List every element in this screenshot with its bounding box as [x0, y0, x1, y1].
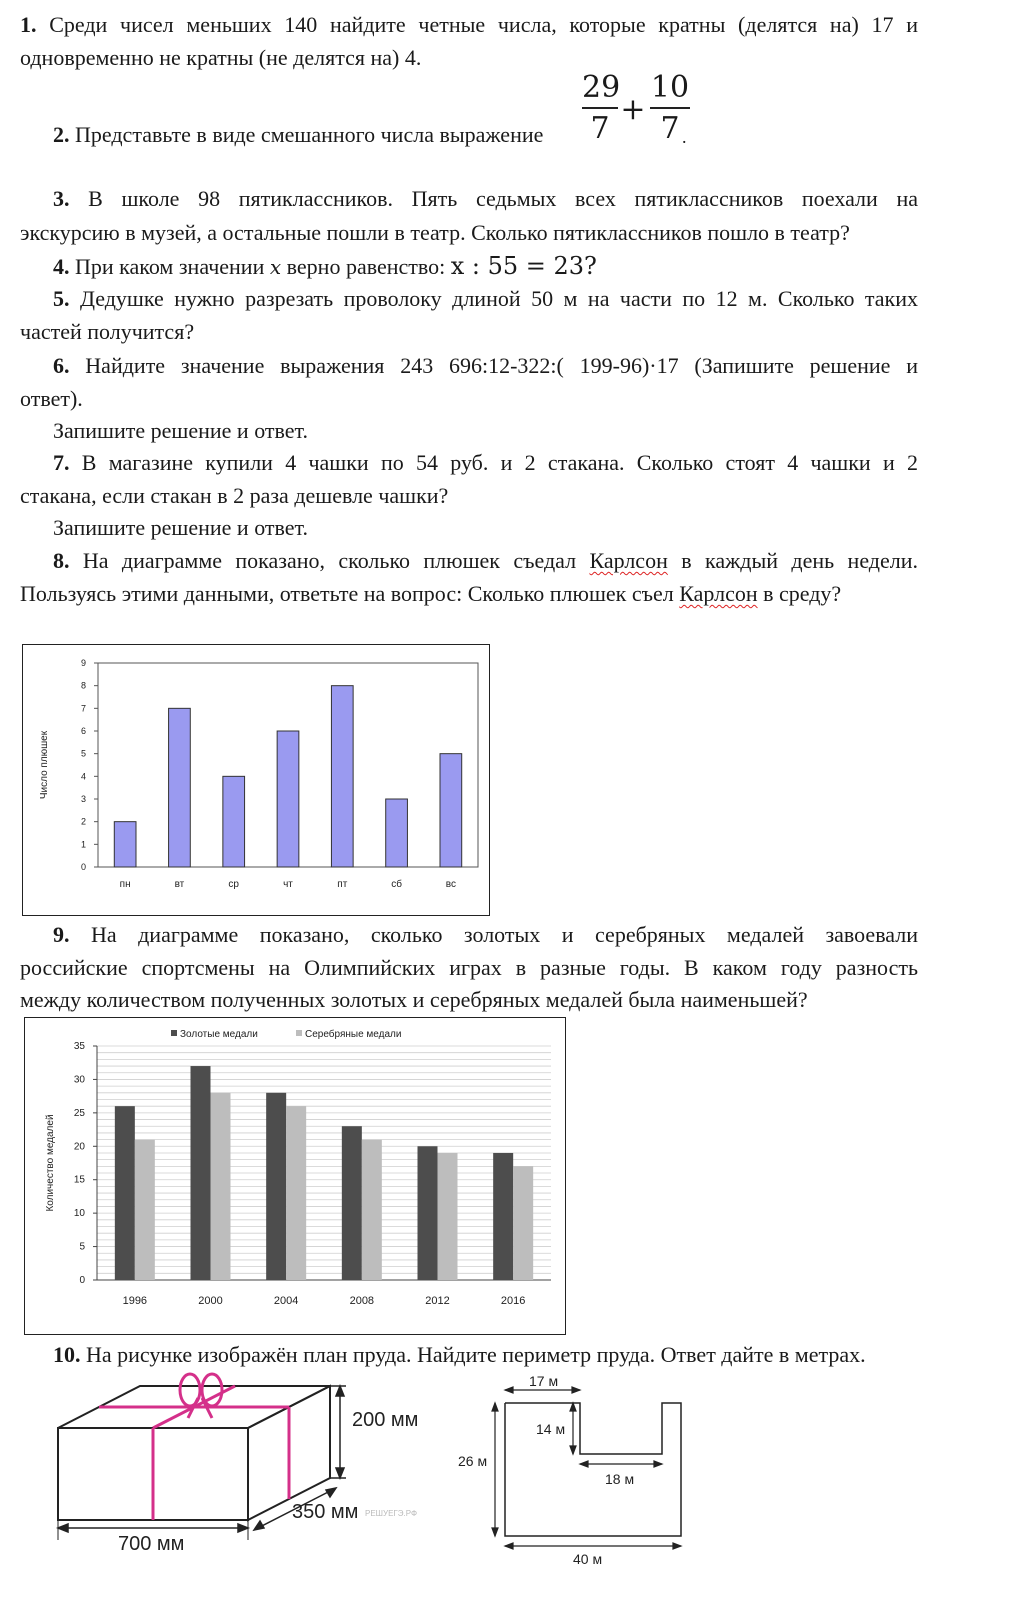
legend-label-silver: Серебряные медали [305, 1029, 402, 1040]
task-7-line-1 [53, 448, 918, 478]
chart-2 [25, 1018, 565, 1334]
task-8-line-2 [20, 579, 841, 609]
bar-вс [440, 754, 462, 867]
task-8-text-1a: На диаграмме показано, сколько плюшек съедал [82, 548, 590, 573]
task-2-end: . [682, 127, 687, 147]
fraction-2-denominator: 7 [660, 111, 680, 146]
bar-ср [223, 776, 245, 867]
task-9-line-3: между количеством полученных золотых и серебряных медалей была наименьшей? [20, 987, 808, 1012]
y-tick-label: 30 [73, 1074, 85, 1086]
task-8-text-2b: в среду? [757, 581, 842, 606]
x-tick-label: 1996 [122, 1295, 148, 1307]
legend-label-gold: Золотые медали [180, 1029, 258, 1040]
x-tick-label: пт [337, 879, 348, 890]
task-6-number: 6. [53, 353, 70, 378]
box-figure [40, 1368, 460, 1568]
chart-1 [23, 645, 489, 915]
x-tick-label: 2004 [273, 1295, 299, 1307]
fraction-1 [582, 70, 621, 146]
task-7-line-3: Запишите решение и ответ. [53, 515, 308, 540]
task-10-text: На рисунке изображён план пруда. Найдите периметр пруда. Ответ дайте в метрах. [86, 1342, 866, 1367]
box-width-label: 700 мм [118, 1533, 185, 1555]
task-1-line-2: одновременно не кратны (не делятся на) 4. [20, 45, 422, 70]
x-tick-label: сб [391, 879, 402, 890]
pond-step-label: 18 м [605, 1471, 635, 1487]
y-tick-label: 9 [80, 658, 86, 668]
y-tick-label: 2 [80, 816, 86, 827]
box-height-label: 200 мм [352, 1409, 419, 1431]
y-tick-label: 0 [80, 862, 86, 872]
task-4-equation: x : 55 = 23? [450, 252, 597, 280]
bar-2000-gold [191, 1066, 211, 1280]
y-tick-label: 4 [80, 771, 86, 782]
fraction-1-numerator: 29 [582, 70, 621, 105]
task-9-text-1: На диаграмме показано, сколько золотых и серебряных медалей завоевали [90, 922, 919, 947]
box-watermark: РЕШУЕГЭ.РФ [365, 1509, 418, 1518]
x-tick-label: 2000 [198, 1295, 223, 1307]
legend-swatch-gold [171, 1030, 177, 1036]
box-depth-label: 350 мм [292, 1501, 359, 1523]
task-2-line [53, 120, 543, 150]
bar-2016-silver [513, 1166, 533, 1280]
karlson-name: Карлсон [589, 548, 668, 573]
fraction-1-denominator: 7 [590, 111, 610, 146]
bar-пн [114, 822, 136, 867]
x-tick-label: вс [445, 879, 456, 890]
pond-plan [455, 1368, 715, 1568]
x-tick-label: пн [119, 879, 131, 890]
pond-top-label: 17 м [529, 1373, 559, 1389]
karlson-name-2: Карлсон [679, 581, 758, 606]
bar-2016-gold [493, 1153, 513, 1280]
y-tick-label: 6 [80, 726, 86, 736]
task-7-text-1: В магазине купили 4 чашки по 54 руб. и 2 стакана. Сколько стоят 4 чашки и 2 [81, 450, 918, 475]
x-tick-label: ср [228, 879, 239, 890]
task-1-number: 1. [20, 12, 37, 37]
task-4-variable: x [269, 255, 282, 279]
task-4-text: При каком значении [75, 254, 265, 279]
task-5-line-1 [53, 284, 918, 314]
task-6-line-2: ответ). [20, 386, 83, 411]
bar-пт [331, 686, 353, 867]
pond-outline [505, 1403, 681, 1536]
y-tick-label: 25 [73, 1107, 85, 1119]
task-3-line-1 [53, 184, 918, 214]
y-tick-label: 8 [80, 680, 86, 691]
y-tick-label: 20 [73, 1141, 85, 1153]
task-8-text-2a: Пользуясь этими данными, ответьте на вопрос: Сколько плюшек съел [20, 581, 680, 606]
pond-inner-label: 14 м [536, 1421, 566, 1437]
task-7-number: 7. [53, 450, 70, 475]
task-5-number: 5. [53, 286, 70, 311]
task-8-text-1b: в каждый день недели. [667, 548, 919, 573]
task-4-line [53, 251, 597, 282]
y-tick-label: 7 [80, 703, 86, 714]
y-tick-label: 10 [73, 1208, 85, 1220]
bar-2012-gold [418, 1146, 438, 1280]
plus-sign: + [620, 92, 646, 127]
bar-сб [386, 799, 408, 867]
x-tick-label: вт [174, 879, 185, 890]
task-4-number: 4. [53, 254, 70, 279]
task-8-number: 8. [53, 548, 70, 573]
y-tick-label: 0 [79, 1275, 85, 1286]
task-5-text-1: Дедушке нужно разрезать проволоку длиной 50 м на части по 12 м. Сколько таких [79, 286, 919, 311]
task-10-number: 10. [53, 1342, 81, 1367]
bar-2008-silver [362, 1140, 382, 1280]
task-4-text-2: верно равенство: [286, 254, 446, 279]
bar-2012-silver [438, 1153, 458, 1280]
x-tick-label: 2012 [425, 1295, 450, 1307]
x-tick-label: 2008 [349, 1295, 375, 1307]
x-tick-label: 2016 [500, 1295, 526, 1307]
fraction-2-numerator: 10 [650, 70, 690, 105]
y-axis-label: Количество медалей [45, 1114, 56, 1212]
legend-swatch-silver [296, 1030, 302, 1036]
chart-1-frame [22, 644, 490, 916]
pond-bottom-label: 40 м [573, 1551, 603, 1567]
task-9-line-1 [53, 920, 918, 950]
y-tick-label: 5 [80, 748, 86, 759]
y-tick-label: 15 [73, 1174, 85, 1186]
bar-1996-silver [135, 1140, 155, 1280]
chart-2-frame [24, 1017, 566, 1335]
task-9-number: 9. [53, 922, 70, 947]
task-6-line-3: Запишите решение и ответ. [53, 418, 308, 443]
bar-чт [277, 731, 299, 867]
task-3-number: 3. [53, 186, 70, 211]
task-7-line-2: стакана, если стакан в 2 раза дешевле чашки? [20, 483, 449, 508]
task-8-line-1 [53, 546, 918, 576]
y-tick-label: 1 [80, 839, 86, 850]
task-9-line-2: российские спортсмены на Олимпийских играх в разные годы. В каком году разность [20, 955, 918, 980]
task-2-number: 2. [53, 122, 70, 147]
bar-2004-silver [286, 1106, 306, 1280]
y-axis-label: Число плюшек [39, 730, 50, 800]
task-1-line-1 [20, 10, 918, 40]
bar-1996-gold [115, 1106, 135, 1280]
task-6-text-1: Найдите значение выражения 243 696:12-322:( 199-96)·17 (Запишите решение и [85, 353, 919, 378]
task-1-text-1: Среди чисел меньших 140 найдите четные числа, которые кратны (делятся на) 17 и [49, 12, 918, 37]
task-6-line-1 [53, 351, 918, 381]
task-3-text-1: В школе 98 пятиклассников. Пять седьмых всех пятиклассников поехали на [88, 186, 919, 211]
bar-вт [169, 708, 191, 867]
task-2-text: Представьте в виде смешанного числа выражение [75, 122, 544, 147]
y-tick-label: 35 [73, 1041, 85, 1052]
task-3-line-2: экскурсию в музей, а остальные пошли в театр. Сколько пятиклассников пошло в театр? [20, 220, 850, 245]
pond-left-label: 26 м [458, 1453, 488, 1469]
task-5-line-2: частей получится? [20, 319, 195, 344]
x-tick-label: чт [283, 879, 293, 890]
bar-2000-silver [211, 1093, 231, 1280]
bar-2008-gold [342, 1126, 362, 1280]
y-tick-label: 5 [79, 1241, 85, 1253]
bar-2004-gold [266, 1093, 286, 1280]
y-tick-label: 3 [80, 794, 86, 804]
task-10-line [53, 1340, 866, 1370]
